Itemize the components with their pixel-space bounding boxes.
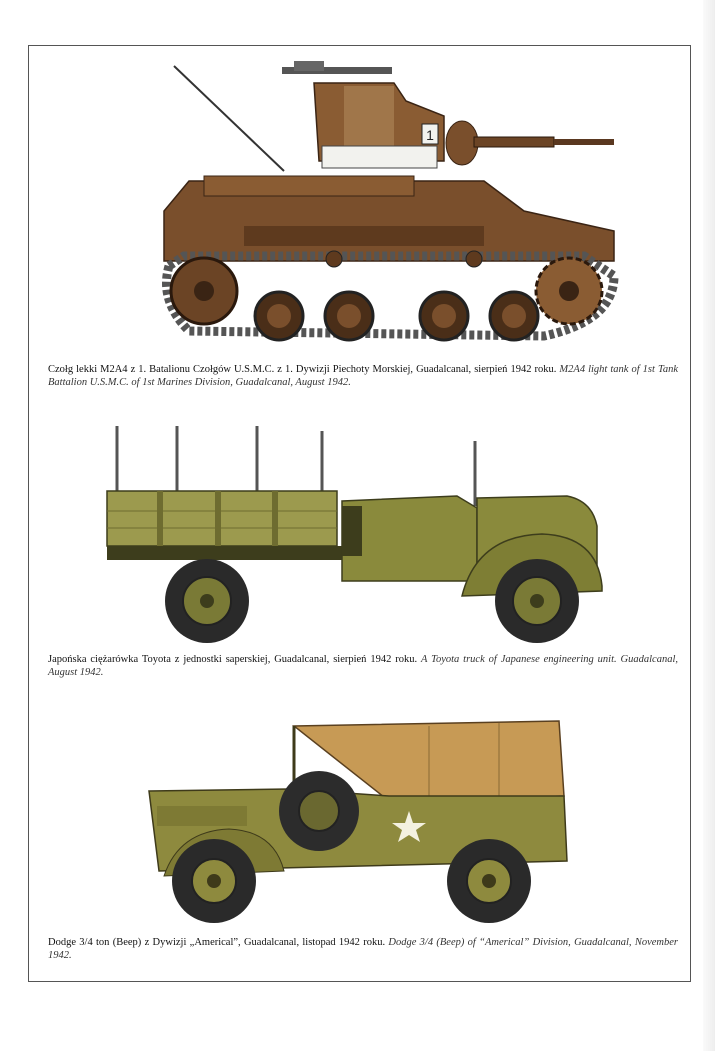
- caption-dodge-pl: Dodge 3/4 ton (Beep) z Dywizji „Americal”, Guadalcanal, listopad 1942 roku.: [48, 937, 386, 948]
- dodge-beep-illustration: [139, 711, 579, 926]
- tank-marking: 1: [426, 127, 434, 143]
- plate-m2a4: [29, 46, 690, 391]
- caption-m2a4-en: M2A4 light tank of 1st Tank Battalion U.S.M.C. of 1st Marines Division, Guadalcanal, August 1942.: [48, 364, 679, 388]
- caption-toyota-en: A Toyota truck of Japanese engineering unit. Guadalcanal, August 1942.: [48, 654, 678, 678]
- caption-toyota: [48, 653, 678, 679]
- caption-m2a4-pl: Czołg lekki M2A4 z 1. Batalionu Czołgów U.S.M.C. z 1. Dywizji Piechoty Morskiej, Guadalcanal, sierpień 1942 roku.: [48, 364, 557, 375]
- caption-dodge: [48, 936, 678, 962]
- light-tank-illustration: [144, 61, 624, 351]
- scan-edge: [703, 0, 715, 1051]
- plate-dodge: [29, 706, 690, 983]
- caption-dodge-en: Dodge 3/4 (Beep) of “Americal” Division, Guadalcanal, November 1942.: [48, 937, 678, 961]
- caption-m2a4: [48, 363, 678, 389]
- plate-page-frame: [28, 45, 691, 982]
- plate-toyota: [29, 406, 690, 696]
- truck-illustration: [97, 416, 617, 646]
- caption-toyota-pl: Japońska ciężarówka Toyota z jednostki saperskiej, Guadalcanal, sierpień 1942 roku.: [48, 654, 418, 665]
